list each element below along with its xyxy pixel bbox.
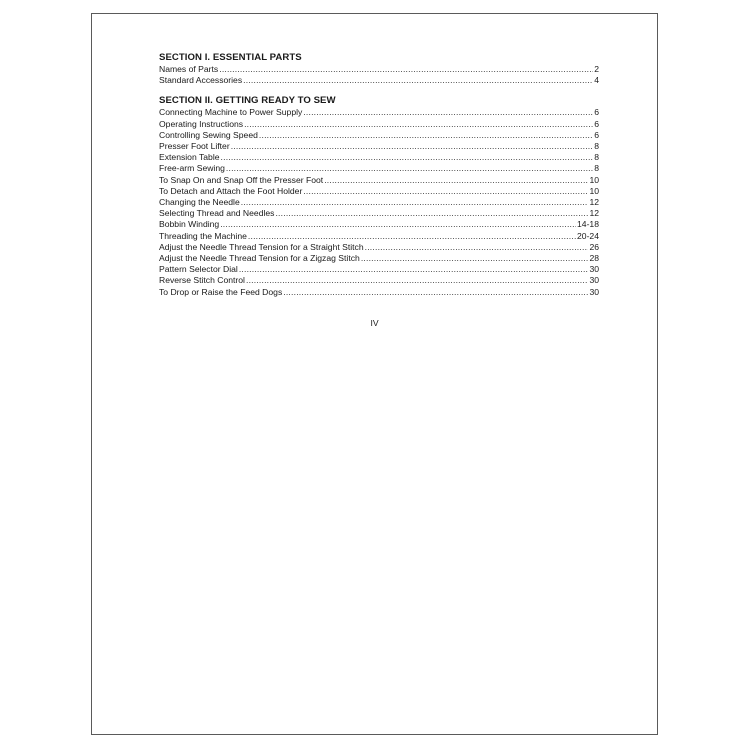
- toc-entry-label: Standard Accessories: [159, 75, 243, 86]
- toc-entry-label: Pattern Selector Dial: [159, 264, 238, 275]
- dot-leader: [259, 130, 593, 141]
- toc-entry-label: Presser Foot Lifter: [159, 141, 230, 152]
- toc-entry-label: To Detach and Attach the Foot Holder: [159, 185, 303, 196]
- toc-section-essential-parts: [159, 52, 599, 86]
- toc-entry-label: Selecting Thread and Needles: [159, 208, 275, 219]
- toc-entry-page: 30: [589, 264, 599, 275]
- toc-entry-page: 26: [589, 241, 599, 252]
- toc-entry-page: 28: [589, 253, 599, 264]
- toc-entry: [159, 163, 599, 174]
- section-title: SECTION I. ESSENTIAL PARTS: [159, 52, 302, 63]
- toc-entry-page: 10: [589, 185, 599, 196]
- toc-entry: [159, 264, 599, 275]
- toc-entry: [159, 197, 599, 208]
- toc-entry: [159, 75, 599, 86]
- toc-entry: [159, 287, 599, 298]
- toc-entry-label: Names of Parts: [159, 64, 219, 74]
- toc-entry-label: Bobbin Winding: [159, 219, 220, 230]
- toc-entry-page: 4: [594, 75, 599, 86]
- toc-section-getting-ready-to-sew: [159, 95, 599, 297]
- dot-leader: [361, 253, 589, 264]
- table-of-contents: [159, 52, 599, 307]
- dot-leader: [219, 64, 593, 75]
- toc-entry: [159, 242, 599, 253]
- toc-entry-page: 6: [594, 129, 599, 140]
- document-page: [91, 13, 658, 735]
- toc-entry: [159, 141, 599, 152]
- toc-entry-label: To Drop or Raise the Feed Dogs: [159, 286, 283, 297]
- toc-entry-page: 6: [594, 107, 599, 118]
- toc-entry: [159, 186, 599, 197]
- toc-entry: [159, 175, 599, 186]
- toc-entry-label: Threading the Machine: [159, 230, 247, 241]
- toc-entry-label: Operating Instructions: [159, 118, 244, 129]
- toc-entry-label: Extension Table: [159, 152, 220, 163]
- dot-leader: [231, 141, 594, 152]
- toc-entry-page: 8: [594, 152, 599, 163]
- toc-entry-label: Adjust the Needle Thread Tension for a Zigzag Stitch: [159, 253, 360, 264]
- toc-entry-label: Reverse Stitch Control: [159, 275, 245, 286]
- toc-entry-page: 12: [589, 197, 599, 208]
- dot-leader: [239, 264, 589, 275]
- dot-leader: [246, 275, 588, 286]
- toc-entry: [159, 208, 599, 219]
- toc-entry-page: 8: [594, 163, 599, 174]
- dot-leader: [283, 287, 588, 298]
- toc-entry-label: Free-arm Sewing: [159, 163, 225, 174]
- toc-entry-page: 10: [589, 174, 599, 185]
- toc-entry: [159, 219, 599, 230]
- toc-entry: [159, 119, 599, 130]
- toc-entry-label: To Snap On and Snap Off the Presser Foot: [159, 174, 324, 185]
- dot-leader: [248, 231, 576, 242]
- dot-leader: [244, 119, 593, 130]
- toc-entry: [159, 107, 599, 118]
- toc-entry-label: Controlling Sewing Speed: [159, 129, 258, 140]
- toc-entry: [159, 253, 599, 264]
- toc-entry-page: 30: [589, 286, 599, 297]
- section-title: SECTION II. GETTING READY TO SEW: [159, 95, 336, 107]
- dot-leader: [324, 175, 588, 186]
- toc-entry-page: 20-24: [577, 230, 599, 241]
- toc-entry-page: 14-18: [577, 219, 599, 230]
- toc-entry-label: Adjust the Needle Thread Tension for a Straight Stitch: [159, 241, 364, 252]
- toc-entry-label: Connecting Machine to Power Supply: [159, 107, 303, 118]
- dot-leader: [243, 75, 593, 86]
- dot-leader: [226, 163, 593, 174]
- toc-entry-page: 2: [594, 64, 599, 74]
- dot-leader: [365, 242, 589, 253]
- page-number: IV: [370, 318, 379, 328]
- dot-leader: [241, 197, 589, 208]
- toc-entry-page: 6: [594, 118, 599, 129]
- dot-leader: [275, 208, 588, 219]
- toc-entry: [159, 231, 599, 242]
- toc-entry: [159, 64, 599, 75]
- dot-leader: [303, 107, 593, 118]
- toc-entry: [159, 275, 599, 286]
- toc-entry-page: 8: [594, 141, 599, 152]
- toc-entry: [159, 152, 599, 163]
- toc-entry-page: 12: [589, 208, 599, 219]
- dot-leader: [303, 186, 588, 197]
- toc-entry: [159, 130, 599, 141]
- dot-leader: [220, 219, 576, 230]
- toc-entry-page: 30: [589, 275, 599, 286]
- dot-leader: [221, 152, 594, 163]
- toc-entry-label: Changing the Needle: [159, 197, 240, 208]
